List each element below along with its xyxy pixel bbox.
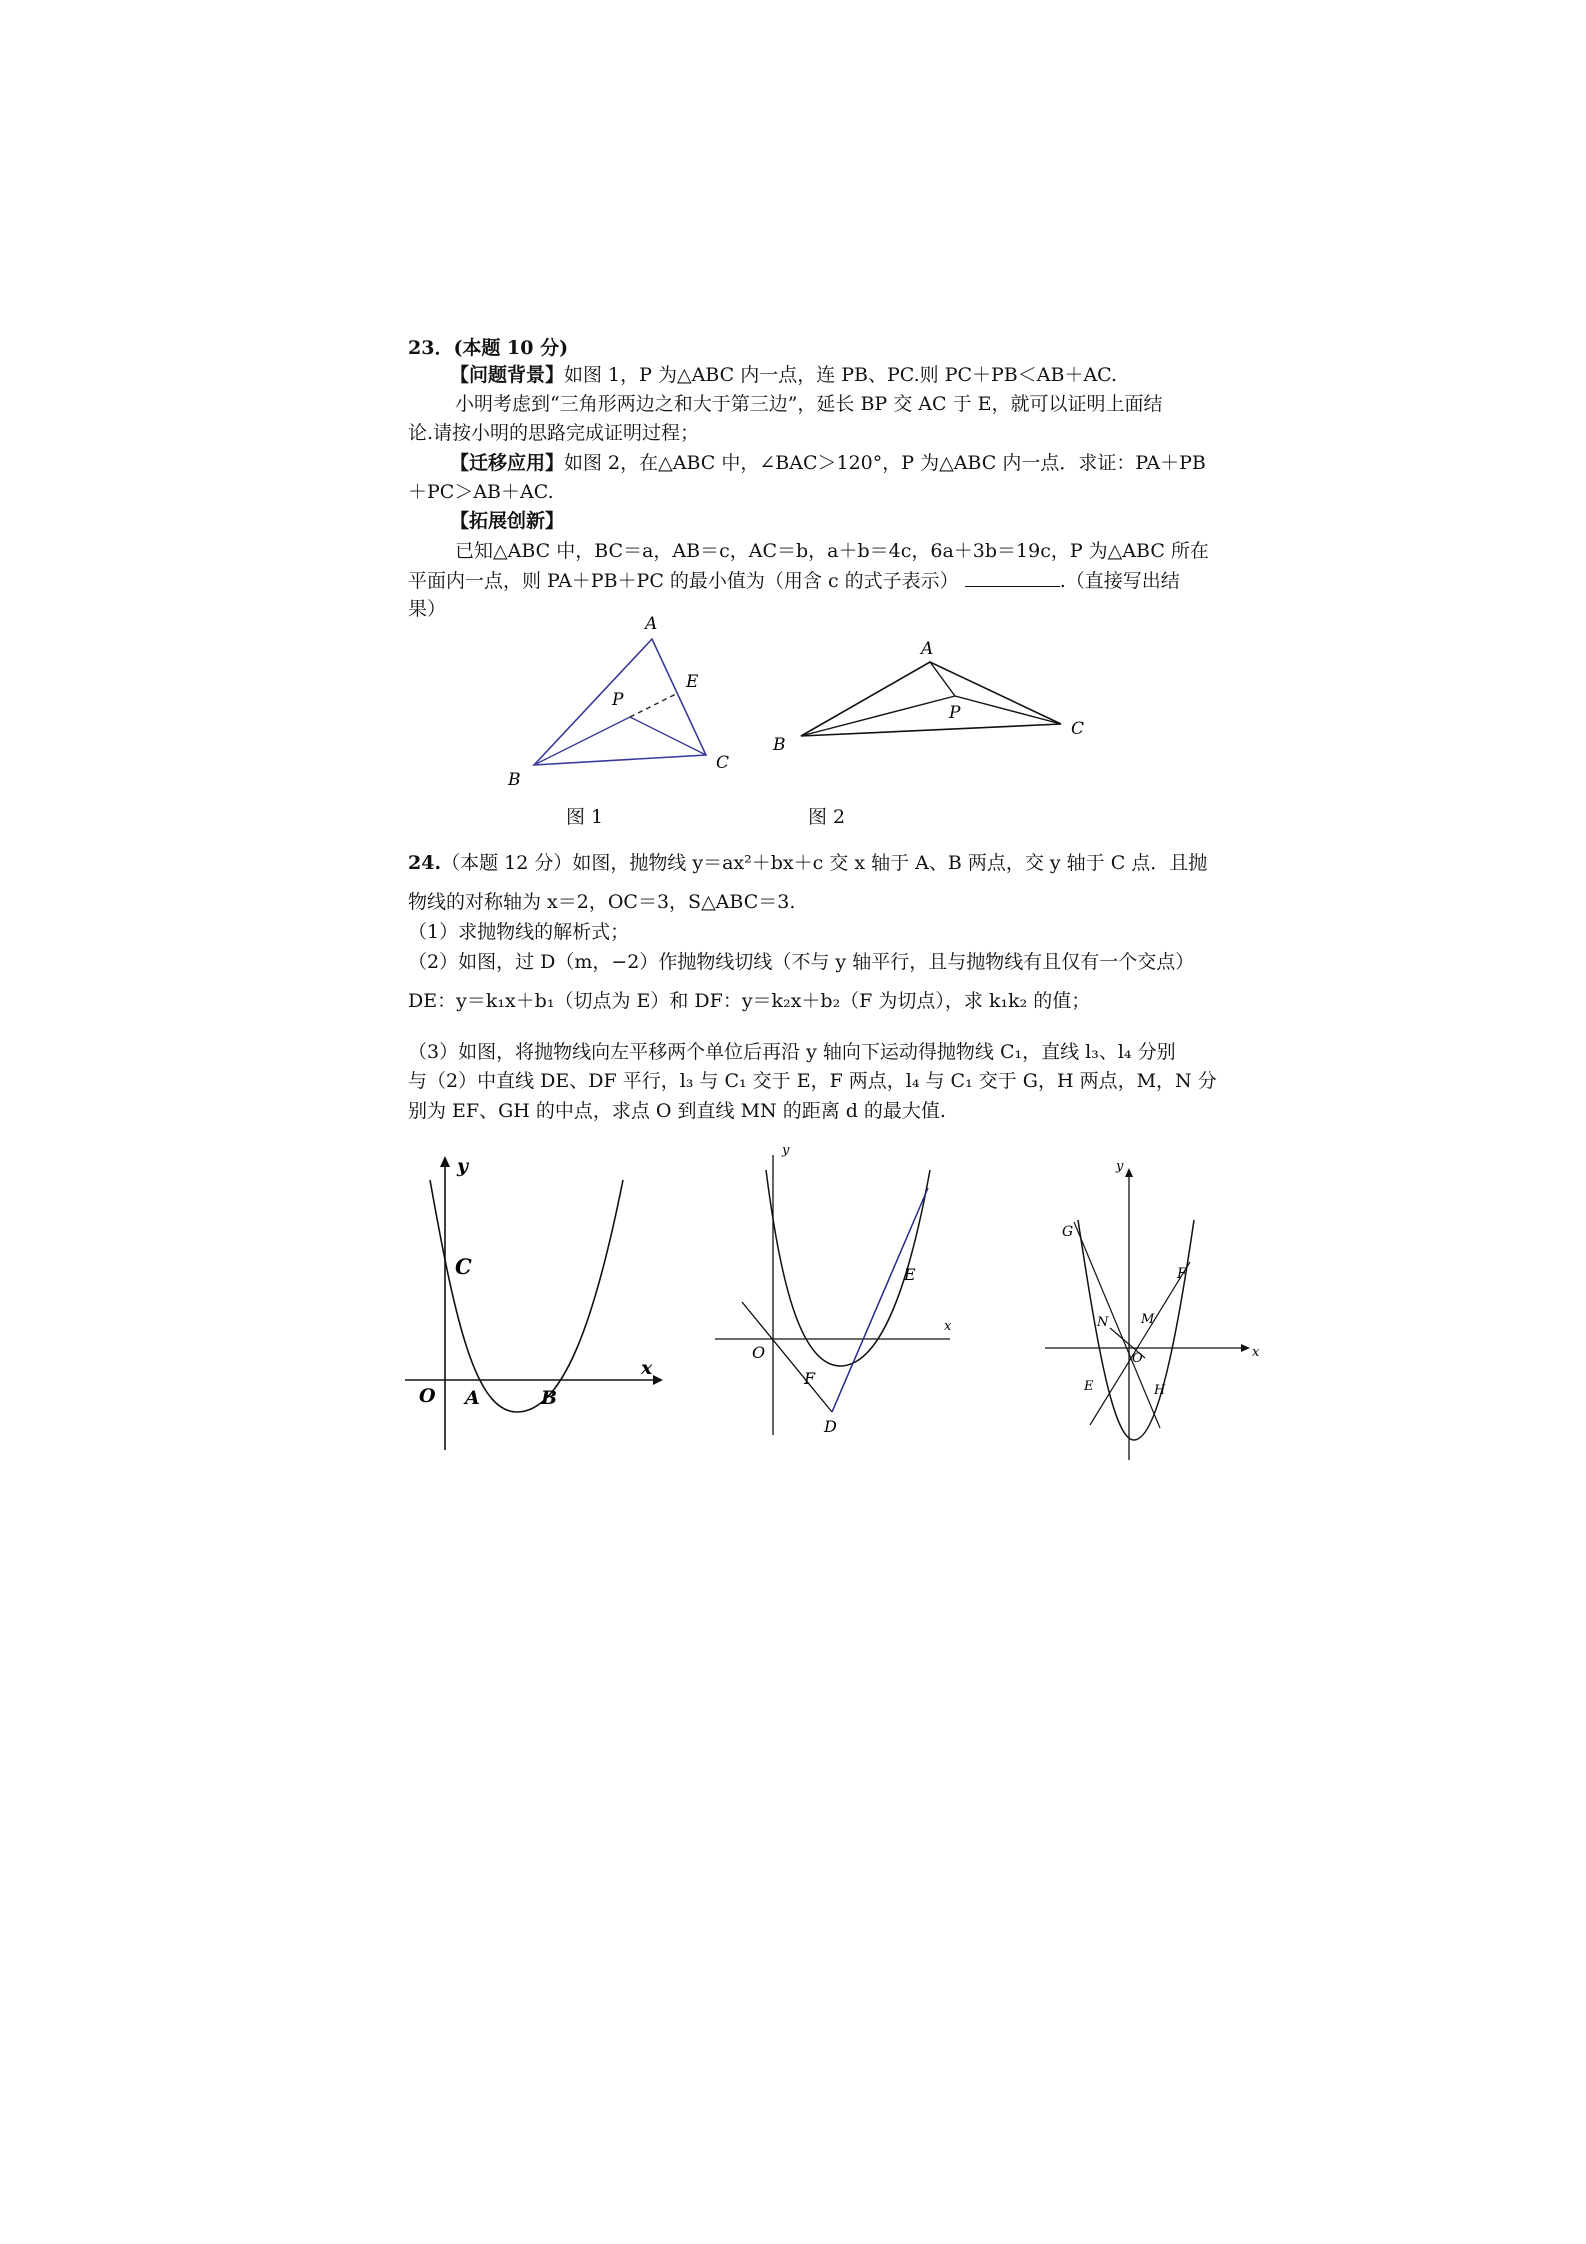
fig2-triangle xyxy=(801,662,1061,736)
fig1-segment-pc xyxy=(630,717,706,755)
g1-label-x: x xyxy=(641,1357,653,1379)
q23-application-line2: ＋PC＞AB＋AC. xyxy=(408,481,554,503)
g3-label-e: E xyxy=(1084,1379,1094,1394)
g2-label-x: x xyxy=(944,1319,952,1334)
q23-background-label: 【问题背景】 xyxy=(450,364,565,386)
q23-application-text: 如图 2，在△ABC 中，∠BAC＞120°，P 为△ABC 内一点．求证：PA＋PB xyxy=(564,452,1206,474)
g2-label-o: O xyxy=(752,1343,766,1362)
fig1-segment-bp xyxy=(534,717,630,765)
q24-header-line xyxy=(408,851,1207,875)
g1-label-y: y xyxy=(457,1155,469,1177)
g1-y-arrow-icon xyxy=(440,1156,450,1167)
fig1-label-c: C xyxy=(716,753,730,773)
g3-label-n: N xyxy=(1097,1315,1109,1330)
q24-part3-line3: 别为 EF、GH 的中点，求点 O 到直线 MN 的距离 d 的最大值. xyxy=(408,1100,946,1122)
q24-part1: （1）求抛物线的解析式； xyxy=(408,921,630,943)
q24-part2-line2: DE：y＝k₁x＋b₁（切点为 E）和 DF：y＝k₂x＋b₂（F 为切点），求 k₁k₂ 的值； xyxy=(408,990,1091,1012)
q24-number: 24. xyxy=(408,852,442,874)
g1-label-o: O xyxy=(419,1385,436,1407)
q24-part3-line1: （3）如图，将抛物线向左平移两个单位后再沿 y 轴向下运动得抛物线 C₁，直线 l₃、l₄ 分别 xyxy=(408,1041,1176,1063)
graph-1 xyxy=(395,1150,675,1455)
g3-parabola xyxy=(1078,1220,1194,1440)
q23-extension-line2-tail: .（直接写出结 xyxy=(1059,570,1180,592)
g2-label-d: D xyxy=(824,1417,837,1436)
q24-part3-line2: 与（2）中直线 DE、DF 平行，l₃ 与 C₁ 交于 E，F 两点，l₄ 与 C₁ 交于 G，H 两点，M，N 分 xyxy=(408,1070,1217,1092)
fig2-label-b: B xyxy=(773,735,786,755)
graph-2 xyxy=(710,1140,965,1450)
g3-line-ef xyxy=(1090,1262,1190,1425)
q23-background-text: 如图 1，P 为△ABC 内一点，连 PB、PC.则 PC＋PB＜AB＋AC. xyxy=(564,364,1118,386)
q23-idea-line1: 小明考虑到“三角形两边之和大于第三边”，延长 BP 交 AC 于 E，就可以证明上面结 xyxy=(455,393,1163,415)
fig1-caption: 图 1 xyxy=(566,806,604,828)
q23-extension-line1: 已知△ABC 中，BC＝a，AB＝c，AC＝b，a＋b＝4c，6a＋3b＝19c，P 为△ABC 所在 xyxy=(455,540,1209,562)
fig2-caption: 图 2 xyxy=(808,806,846,828)
g3-x-arrow-icon xyxy=(1241,1344,1250,1352)
g3-label-m: M xyxy=(1141,1312,1155,1327)
figure-2 xyxy=(765,628,1095,758)
figure-1 xyxy=(500,605,760,790)
fig1-dashed-pe xyxy=(630,693,678,717)
fig2-label-c: C xyxy=(1071,719,1085,739)
q23-background-line xyxy=(450,363,1117,387)
g1-label-c: C xyxy=(455,1254,472,1279)
q23-extension-line2 xyxy=(408,568,1180,593)
g2-label-f: F xyxy=(804,1369,816,1388)
g3-y-arrow-icon xyxy=(1125,1168,1133,1177)
g3-label-f: F xyxy=(1177,1266,1187,1282)
q23-application-line xyxy=(450,451,1206,475)
fig1-label-p: P xyxy=(612,690,624,710)
q23-extension-line2-text: 平面内一点，则 PA＋PB＋PC 的最小值为（用含 c 的式子表示） xyxy=(408,570,959,592)
g2-tangent-de xyxy=(832,1188,928,1412)
fig1-label-a: A xyxy=(645,614,658,634)
g1-parabola xyxy=(430,1180,623,1412)
q23-idea-line2: 论.请按小明的思路完成证明过程； xyxy=(408,422,700,444)
answer-blank xyxy=(965,568,1060,587)
g1-x-arrow-icon xyxy=(653,1375,663,1385)
fig2-label-p: P xyxy=(949,703,961,723)
g1-label-a: A xyxy=(465,1387,480,1409)
q24-header-text: （本题 12 分）如图，抛物线 y＝ax²＋bx＋c 交 x 轴于 A、B 两点，交 y 轴于 C 点．且抛 xyxy=(441,852,1208,874)
g3-label-y: y xyxy=(1116,1159,1124,1174)
q23-extension-label: 【拓展创新】 xyxy=(450,510,565,532)
g3-label-g: G xyxy=(1062,1224,1074,1240)
g2-label-y: y xyxy=(782,1143,790,1158)
q23-header: 23．(本题 10 分) xyxy=(408,337,569,359)
g2-label-e: E xyxy=(904,1265,916,1284)
q24-line2: 物线的对称轴为 x＝2，OC＝3，S△ABC＝3. xyxy=(408,891,796,913)
q23-application-label: 【迁移应用】 xyxy=(450,452,565,474)
g3-label-o: O xyxy=(1132,1351,1143,1366)
fig1-label-e: E xyxy=(686,672,699,692)
q23-extension-line3: 果） xyxy=(408,598,447,620)
g3-label-h: H xyxy=(1154,1383,1166,1398)
fig2-segment-pc xyxy=(955,696,1061,724)
fig2-label-a: A xyxy=(921,639,934,659)
g1-label-b: B xyxy=(541,1387,558,1409)
q24-part2-line1: （2）如图，过 D（m，−2）作抛物线切线（不与 y 轴平行，且与抛物线有且仅有一个交点） xyxy=(408,951,1195,973)
fig1-label-b: B xyxy=(508,770,521,790)
graph-3 xyxy=(1040,1160,1265,1465)
g3-label-x: x xyxy=(1252,1345,1260,1360)
